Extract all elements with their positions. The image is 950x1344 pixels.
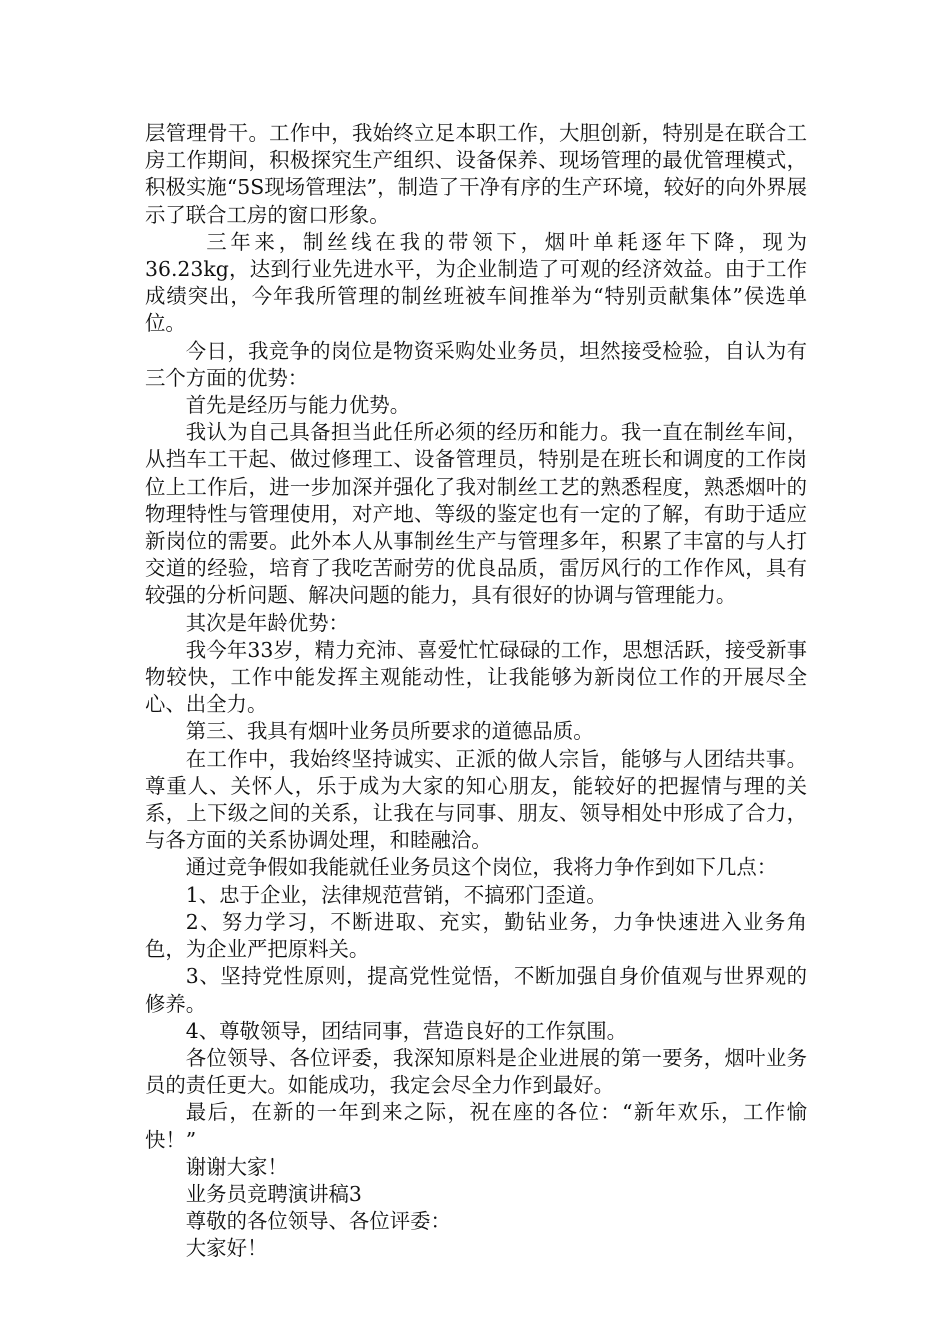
paragraph: 第三、我具有烟叶业务员所要求的道德品质。 bbox=[185, 719, 594, 744]
paragraph: 其次是年龄优势： bbox=[185, 610, 349, 635]
list-item: 1、忠于企业，法律规范营销，不搞邪门歪道。 bbox=[185, 882, 607, 907]
paragraph: 三年来，制丝线在我的带领下，烟叶单耗逐年下降，现为36.23kg，达到行业先进水平，为企业制造了可观的经济效益。由于工作成绩突出，今年我所管理的制丝班被车间推举为“特别贡献集体”侯选单位。 bbox=[145, 229, 807, 336]
paragraph: 我认为自己具备担当此任所必须的经历和能力。我一直在制丝车间，从挡车工干起、做过修理工、设备管理员，特别是在班长和调度的工作岗位上工作后，进一步加深并强化了我对制丝工艺的熟悉程度，熟悉烟叶的物理特性与管理使用，对产地、等级的鉴定也有一定的了解，有助于适应新岗位的需要。此外本人从事制丝生产与管理多年，积累了丰富的与人打交道的经验，培育了我吃苦耐劳的优良品质，雷厉风行的工作作风，具有较强的分析问题、解决问题的能力，具有很好的协调与管理能力。 bbox=[145, 420, 807, 608]
list-item: 2、努力学习，不断进取、充实，勤钻业务，力争快速进入业务角色，为企业严把原料关。 bbox=[145, 909, 807, 962]
paragraph: 在工作中，我始终坚持诚实、正派的做人宗旨，能够与人团结共事。尊重人、关怀人，乐于成为大家的知心朋友，能较好的把握情与理的关系，上下级之间的关系，让我在与同事、朋友、领导相处中形成了合力，与各方面的关系协调处理，和睦融洽。 bbox=[145, 746, 807, 853]
paragraph: 最后，在新的一年到来之际，祝在座的各位：“新年欢乐，工作愉快！” bbox=[145, 1100, 807, 1152]
paragraph: 通过竞争假如我能就任业务员这个岗位，我将力争作到如下几点： bbox=[185, 855, 778, 880]
salutation: 尊敬的各位领导、各位评委： bbox=[185, 1209, 451, 1234]
paragraph: 首先是经历与能力优势。 bbox=[185, 393, 411, 418]
section-heading: 业务员竞聘演讲稿3 bbox=[185, 1181, 362, 1206]
paragraph: 各位领导、各位评委，我深知原料是企业进展的第一要务，烟叶业务员的责任更大。如能成功，我定会尽全力作到最好。 bbox=[145, 1045, 807, 1098]
paragraph: 我今年33岁，精力充沛、喜爱忙忙碌碌的工作，思想活跃，接受新事物较快，工作中能发挥主观能动性，让我能够为新岗位工作的开展尽全心、出全力。 bbox=[145, 637, 807, 717]
list-item: 3、坚持党性原则，提高党性觉悟，不断加强自身价值观与世界观的修养。 bbox=[145, 964, 807, 1016]
paragraph: 层管理骨干。工作中，我始终立足本职工作，大胆创新，特别是在联合工房工作期间，积极探究生产组织、设备保养、现场管理的最优管理模式，积极实施“5S现场管理法”，制造了干净有序的生产环境，较好的向外界展示了联合工房的窗口形象。 bbox=[145, 121, 807, 227]
paragraph: 今日，我竞争的岗位是物资采购处业务员，坦然接受检验，自认为有三个方面的优势： bbox=[145, 338, 807, 390]
closing-line: 谢谢大家！ bbox=[185, 1154, 288, 1179]
list-item: 4、尊敬领导，团结同事，营造良好的工作氛围。 bbox=[185, 1018, 627, 1043]
greeting: 大家好！ bbox=[185, 1236, 268, 1261]
document-page bbox=[145, 120, 807, 1263]
